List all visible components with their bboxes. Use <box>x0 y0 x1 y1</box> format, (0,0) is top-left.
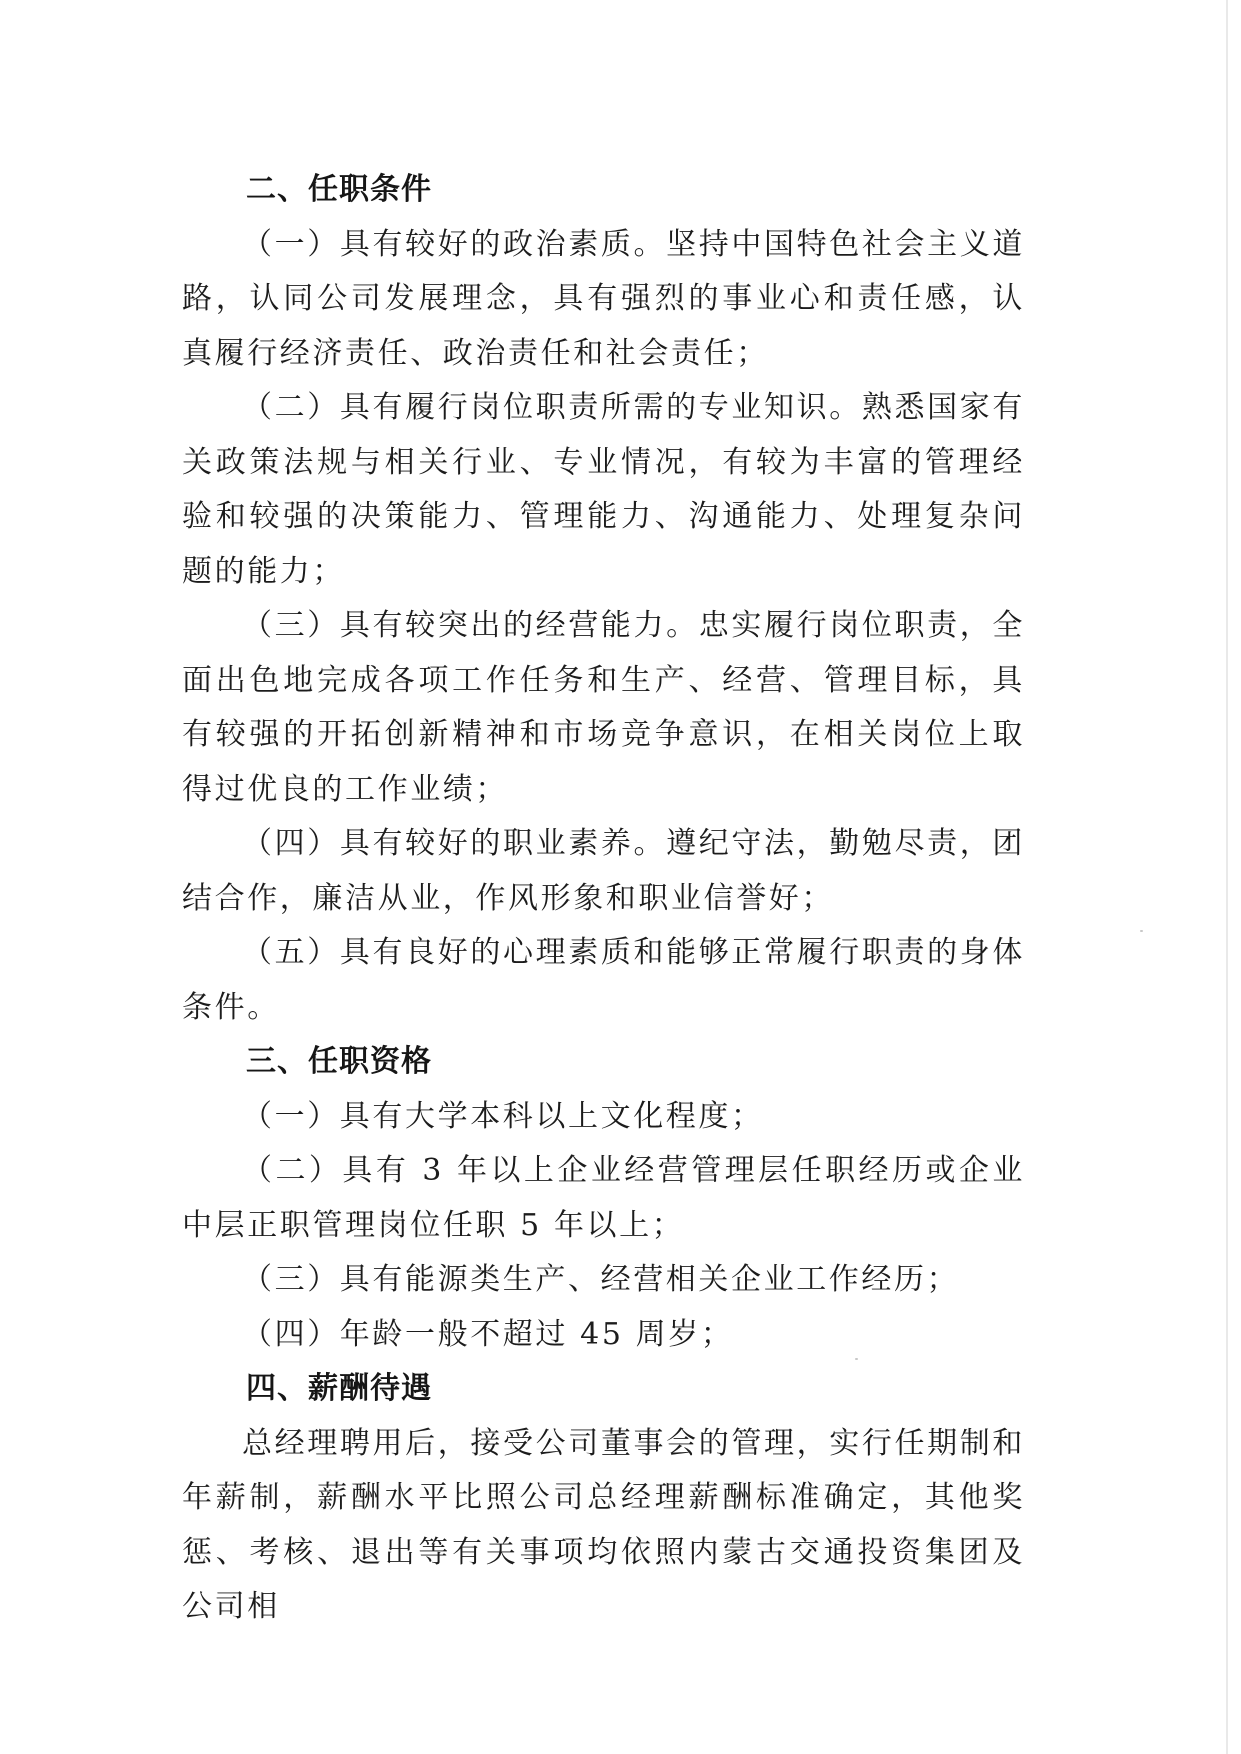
scan-edge-line <box>1226 0 1228 1754</box>
paragraph: （二）具有 3 年以上企业经营管理层任职经历或企业中层正职管理岗位任职 5 年以上； <box>182 1153 1025 1243</box>
paragraph: （三）具有较突出的经营能力。忠实履行岗位职责，全面出色地完成各项工作任务和生产、经营、管理目标，具有较强的开拓创新精神和市场竞争意识，在相关岗位上取得过优良的工作业绩； <box>182 608 1025 807</box>
paragraph: （一）具有较好的政治素质。坚持中国特色社会主义道路，认同公司发展理念，具有强烈的事业心和责任感，认真履行经济责任、政治责任和社会责任； <box>182 226 1025 371</box>
section-compensation <box>182 1362 1025 1635</box>
document-body <box>182 163 1025 1635</box>
section-heading: 二、任职条件 <box>246 172 432 207</box>
paragraph: （五）具有良好的心理素质和能够正常履行职责的身体条件。 <box>182 935 1025 1025</box>
paragraph: （四）年龄一般不超过 45 周岁； <box>242 1316 734 1352</box>
section-eligibility <box>182 1035 1025 1362</box>
paragraph: （二）具有履行岗位职责所需的专业知识。熟悉国家有关政策法规与相关行业、专业情况，有较为丰富的管理经验和较强的决策能力、管理能力、沟通能力、处理复杂问题的能力； <box>182 390 1025 589</box>
section-qualifications <box>182 163 1025 1035</box>
paragraph: （四）具有较好的职业素养。遵纪守法，勤勉尽责，团结合作，廉洁从业，作风形象和职业信誉好； <box>182 826 1025 916</box>
section-heading: 三、任职资格 <box>246 1044 432 1079</box>
paragraph: （一）具有大学本科以上文化程度； <box>242 1098 764 1134</box>
section-heading: 四、薪酬待遇 <box>246 1371 432 1406</box>
paragraph: （三）具有能源类生产、经营相关企业工作经历； <box>242 1262 960 1297</box>
scan-speck <box>1140 930 1143 932</box>
paragraph: 总经理聘用后，接受公司董事会的管理，实行任期制和年薪制，薪酬水平比照公司总经理薪酬标准确定，其他奖惩、考核、退出等有关事项均依照内蒙古交通投资集团及公司相 <box>182 1425 1025 1624</box>
